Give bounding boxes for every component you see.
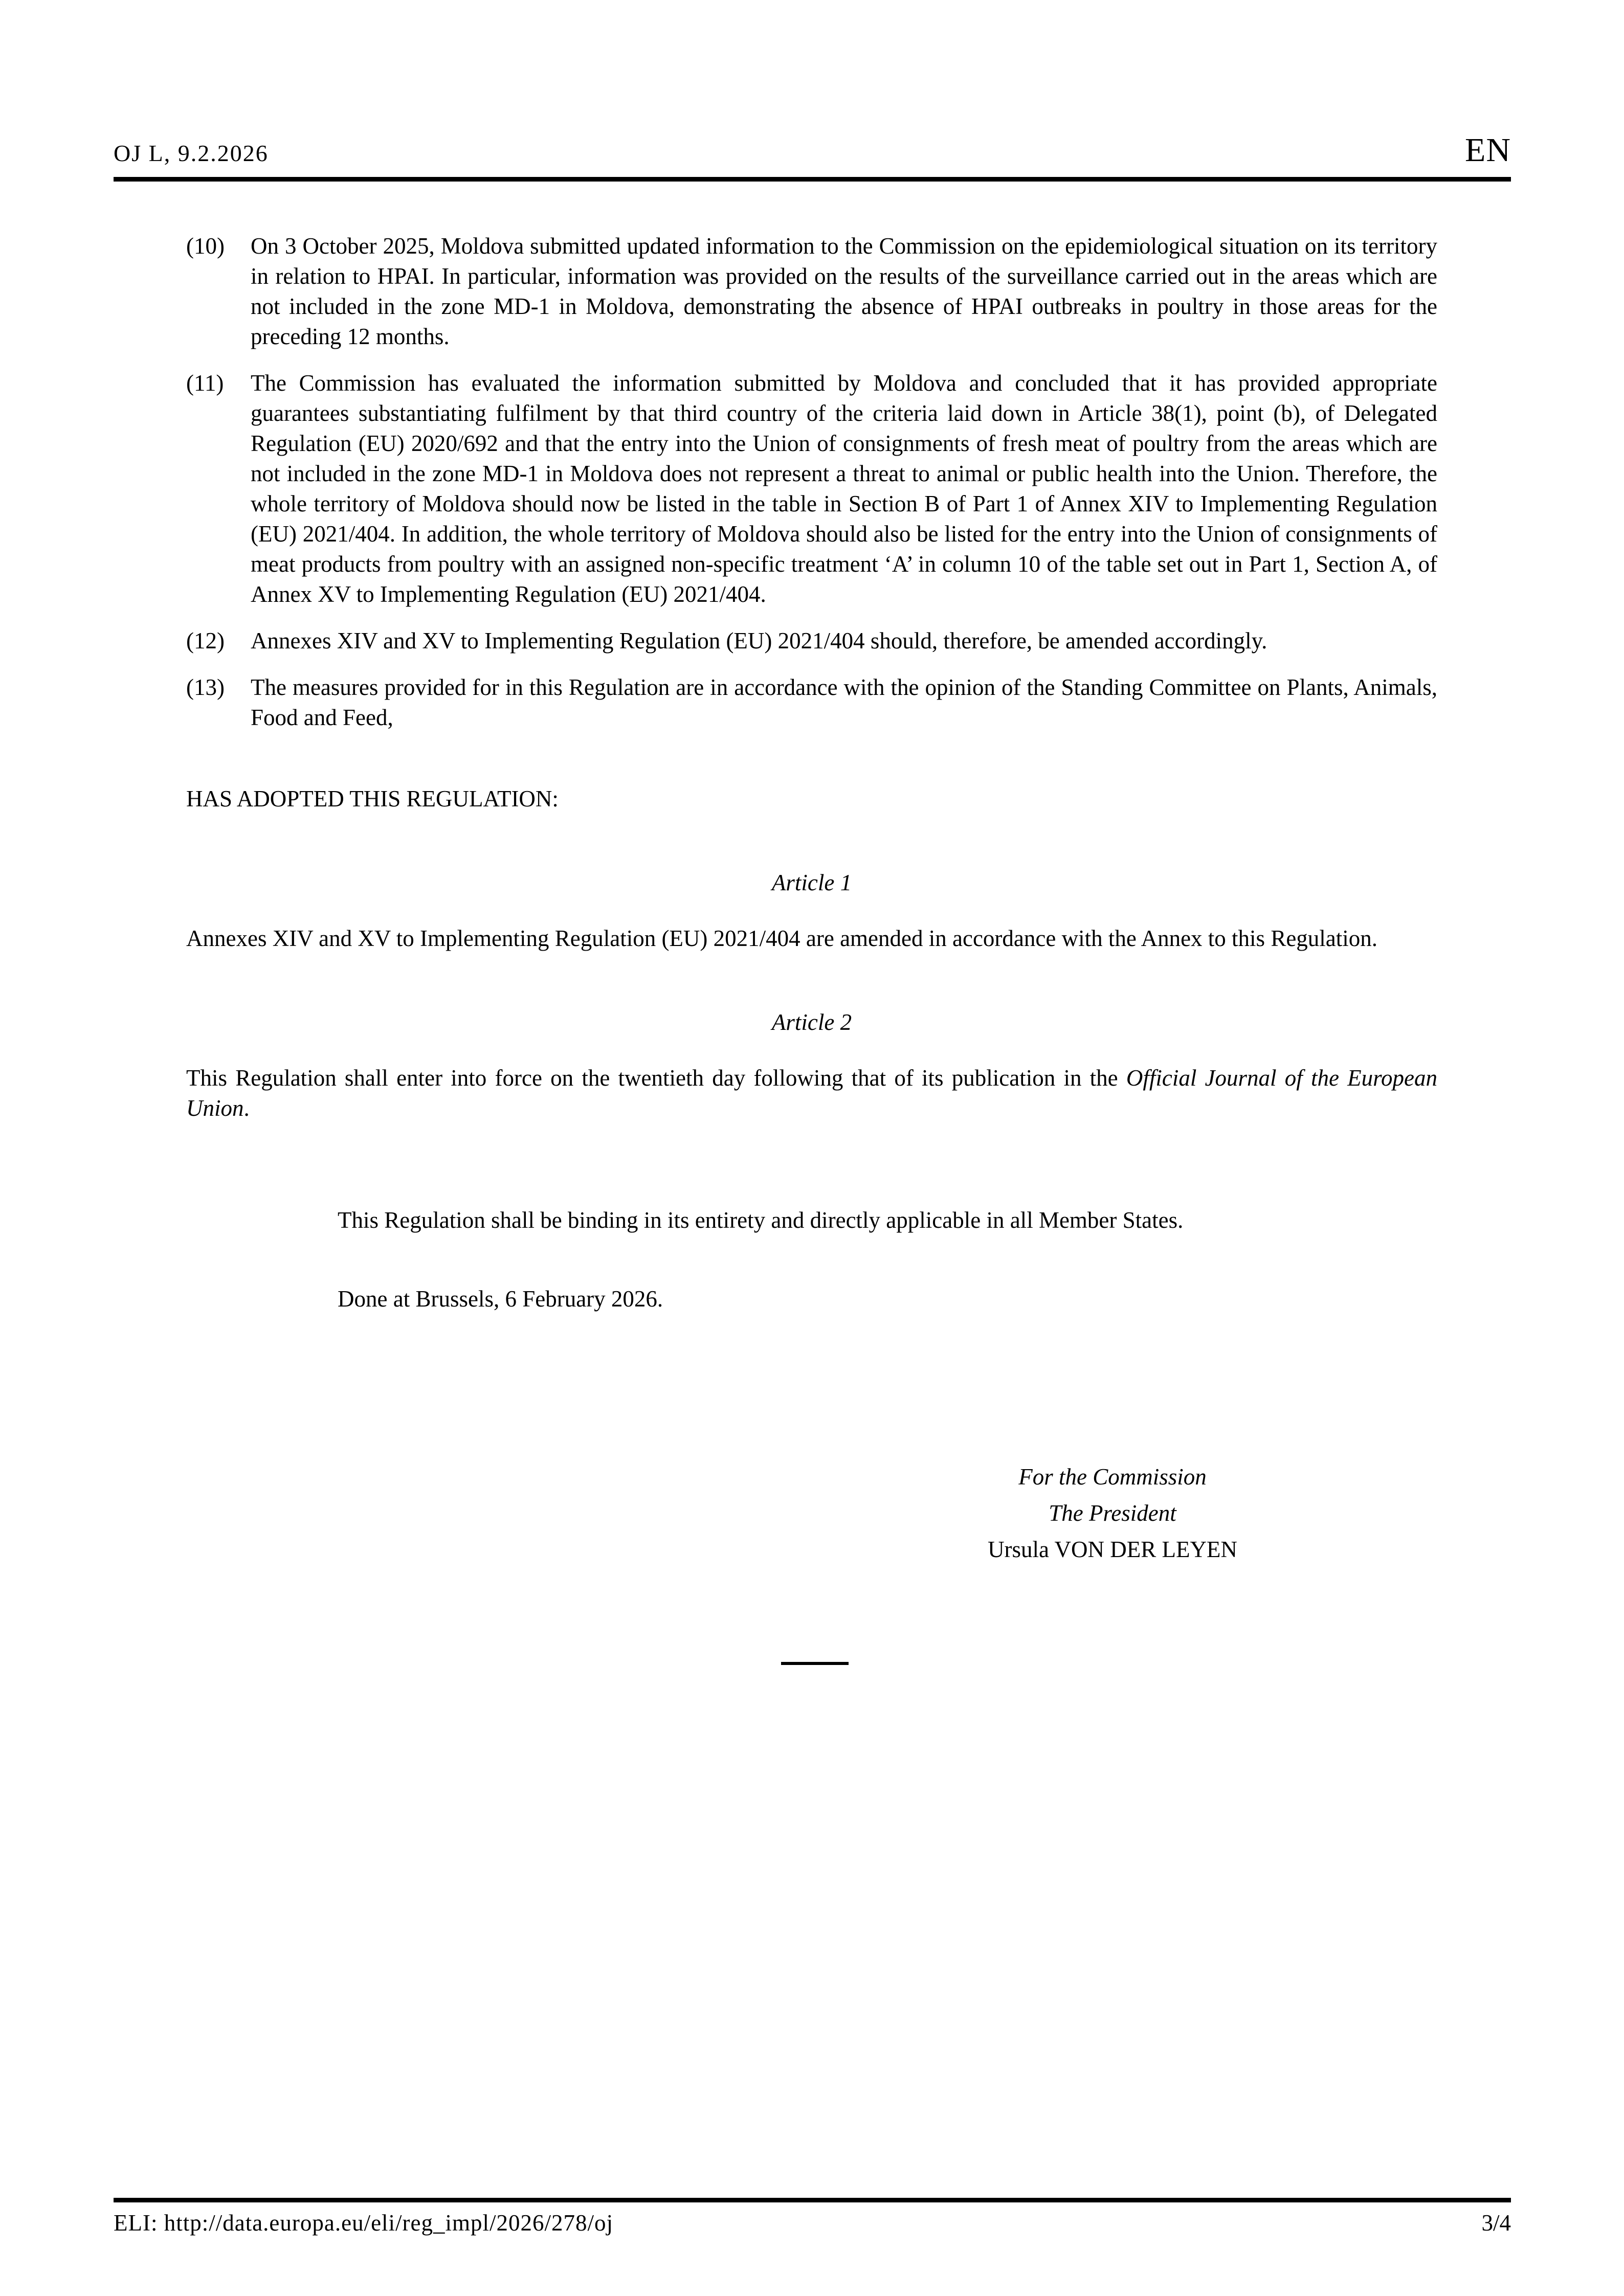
- header-language-code: EN: [1465, 131, 1511, 169]
- recital-text: The Commission has evaluated the information submitted by Moldova and concluded that it has provided appropriate guarantees substantiating fulfilment by that third country of the criteria laid down in Article 38(1), point (b), of Delegated Regulation (EU) 2020/692 and that the entry into the Union of consignments of fresh meat of poultry from the areas which are not included in the zone MD-1 in Moldova does not represent a threat to animal or public health into the Union. Therefore, the whole territory of Moldova should now be listed in the table in Section B of Part 1 of Annex XIV to Implementing Regulation (EU) 2021/404. In addition, the whole territory of Moldova should also be listed for the entry into the Union of consignments of meat products from poultry with an assigned non-specific treatment ‘A’ in column 10 of the table set out in Part 1, Section A, of Annex XV to Implementing Regulation (EU) 2021/404.: [251, 370, 1437, 607]
- document-body: [186, 231, 1437, 1314]
- signature-for-the-commission: For the Commission: [1018, 1464, 1207, 1490]
- recital-11: [186, 368, 1437, 610]
- page-number: 3/4: [1481, 2210, 1511, 2236]
- header-oj-reference: OJ L, 9.2.2026: [114, 140, 269, 166]
- recital-13: [186, 672, 1437, 733]
- recital-number: (10): [186, 233, 225, 259]
- article-2-text-plain: This Regulation shall enter into force on the twentieth day following that of its publication in the: [186, 1065, 1126, 1091]
- article-2-heading: Article 2: [771, 1009, 852, 1035]
- end-of-act-separator-rule: [781, 1662, 849, 1665]
- recital-number: (11): [186, 370, 224, 396]
- article-1-heading: Article 1: [771, 870, 852, 895]
- done-at-line: Done at Brussels, 6 February 2026.: [338, 1286, 663, 1312]
- signature-title: The President: [1049, 1500, 1176, 1526]
- signature-name: Ursula VON DER LEYEN: [988, 1537, 1237, 1562]
- article-2-text-period: .: [243, 1095, 250, 1121]
- article-2-text: [186, 1063, 1437, 1123]
- binding-formula: This Regulation shall be binding in its entirety and directly applicable in all Member States.: [338, 1207, 1184, 1233]
- eli-link[interactable]: ELI: http://data.europa.eu/eli/reg_impl/2026/278/oj: [114, 2210, 614, 2236]
- recital-10: [186, 231, 1437, 352]
- article-1-text: Annexes XIV and XV to Implementing Regulation (EU) 2021/404 are amended in accordance with the Annex to this Regulation.: [186, 926, 1378, 951]
- page-footer: [114, 2198, 1511, 2236]
- signature-block: [788, 1459, 1437, 1568]
- adoption-formula: HAS ADOPTED THIS REGULATION:: [186, 786, 559, 812]
- recital-12: [186, 626, 1437, 656]
- recital-text: The measures provided for in this Regulation are in accordance with the opinion of the Standing Committee on Plants, Animals, Food and Feed,: [251, 674, 1437, 730]
- page-header: [114, 131, 1511, 182]
- recital-number: (12): [186, 628, 225, 654]
- article-2-text-journal-title: Official Journal of the European Union: [186, 1065, 1437, 1121]
- recital-text: On 3 October 2025, Moldova submitted updated information to the Commission on the epidemiological situation on its territory in relation to HPAI. In particular, information was provided on the results of the surveillance carried out in the areas which are not included in the zone MD-1 in Moldova, demonstrating the absence of HPAI outbreaks in poultry in those areas for the preceding 12 months.: [251, 233, 1437, 349]
- recital-text: Annexes XIV and XV to Implementing Regulation (EU) 2021/404 should, therefore, be amended accordingly.: [251, 628, 1267, 654]
- recital-number: (13): [186, 674, 225, 700]
